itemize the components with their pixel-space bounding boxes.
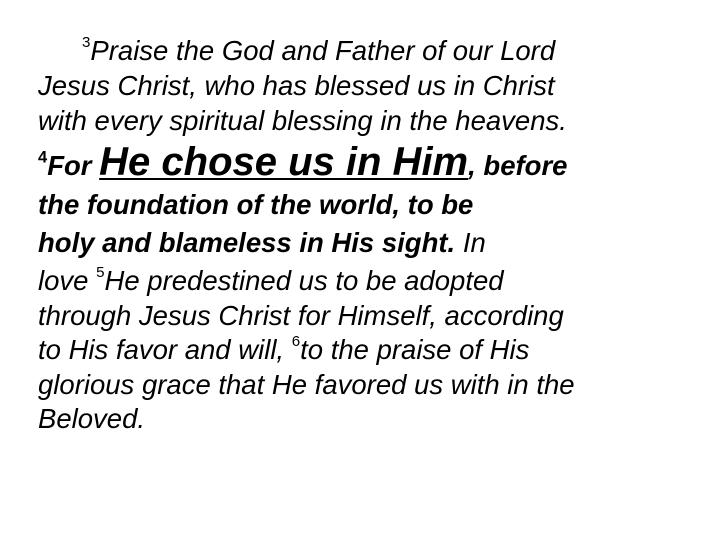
verse-5-text-3: to His favor and will, <box>38 334 292 365</box>
verse-4-tail: In <box>455 227 486 258</box>
verse-4-line-3 <box>38 229 486 257</box>
verse-number-3: 3 <box>82 34 91 52</box>
verse-5-text-2: through Jesus Christ for Himself, according <box>38 300 564 331</box>
verse-5-line-2 <box>38 302 564 330</box>
verse-5-line-1 <box>38 264 504 296</box>
verse-6-text-2: glorious grace that He favored us with in the <box>38 369 575 400</box>
verse-6-line-2 <box>38 371 575 399</box>
verse-4-emphasis: He chose us in Him <box>99 140 469 184</box>
verse-3-text-3: with every spiritual blessing in the heavens. <box>38 105 567 136</box>
verse-6-line-3 <box>38 405 145 433</box>
verse-4-line-2 <box>38 191 473 219</box>
verse-5-line-3 <box>38 333 530 365</box>
verse-3-line-3 <box>38 107 567 135</box>
verse-3-line-1 <box>82 34 556 66</box>
verse-4-after-emphasis: , before <box>468 150 568 181</box>
verse-number-6: 6 <box>291 333 301 351</box>
verse-3-line-2 <box>38 72 555 100</box>
verse-4-for: For <box>47 150 100 181</box>
verse-3-text-1: Praise the God and Father of our Lord <box>90 35 556 66</box>
verse-4-line-1 <box>38 142 567 182</box>
verse-6-text-3: Beloved. <box>38 403 146 434</box>
verse-4-love: love <box>38 265 97 296</box>
verse-number-5: 5 <box>96 264 105 282</box>
verse-number-4: 4 <box>38 148 48 167</box>
verse-4-text-2: the foundation of the world, to be <box>38 189 474 220</box>
verse-6-text-1: to the praise of His <box>300 334 530 365</box>
verse-5-text-1: He predestined us to be adopted <box>104 265 504 296</box>
verse-3-text-2: Jesus Christ, who has blessed us in Christ <box>38 70 555 101</box>
verse-4-text-3: holy and blameless in His sight. <box>38 227 456 258</box>
